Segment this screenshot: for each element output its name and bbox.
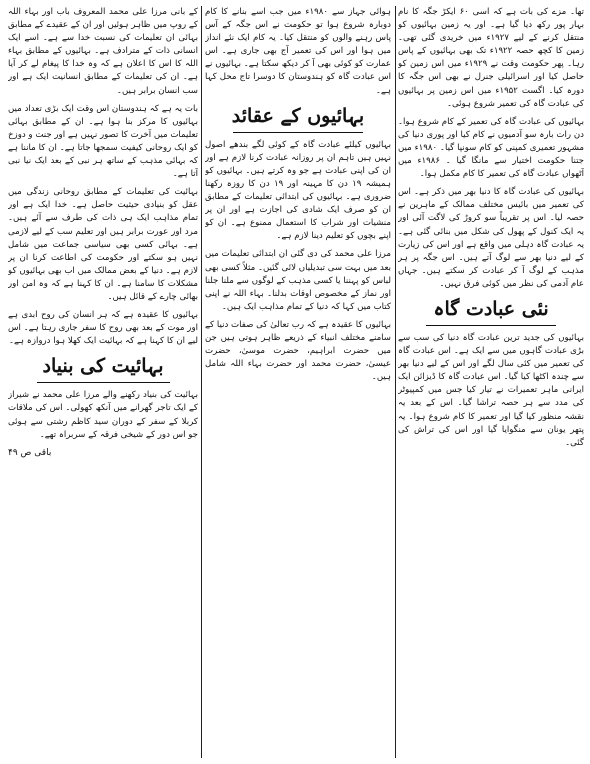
column-divider — [395, 6, 396, 758]
paragraph: بہائیت کی تعلیمات کے مطابق روحانی زندگی میں عقل کو بنیادی حیثیت حاصل ہے۔ خدا ایک ہے اور تمام مذاہب ایک ہی ذات کی طرف سے آئے ہیں۔ مرد اور عورت برابر ہیں اور تعلیم سب کے لیے لازمی ہے۔ بہائی کسی بھی سیاسی جماعت میں شامل نہیں ہو سکتے اور حکومت کی اطاعت کرنا ان پر لازم ہے۔ دنیا کے بعض ممالک میں اب بھی بہائیوں کو مشکلات کا سامنا ہے۔ ان کا کہنا ہے کہ وہ امن اور بھائی چارے کے قائل ہیں۔ — [8, 187, 198, 302]
paragraph: بہائیوں کا عقیدہ ہے کہ ہر انسان کی روح ابدی ہے اور موت کے بعد بھی روح کا سفر جاری رہتا ہے۔ اس لیے ان کا کہنا ہے کہ بہائیت ایک کھلا ہوا دروازہ ہے۔ — [8, 310, 198, 347]
paragraph: بہائیوں کا عقیدہ ہے کہ رب تعالیٰ کی صفات دنیا کے سامنے مختلف انبیاء کے ذریعے ظاہر ہوتی ہیں جن میں حضرت ابراہیم، حضرت موسیٰ، حضرت عیسیٰ، حضرت محمد اور حضرت بہاء اللہ شامل ہیں۔ — [205, 319, 391, 383]
paragraph: مرزا علی محمد کی دی گئی ان ابتدائی تعلیمات میں بعد میں بہت سی تبدیلیاں لائی گئیں۔ مثلاً کسی بھی لباس کو پہننا یا کسی مذہب کے لوگوں سے ملنا جلنا اور نماز کے مخصوص اوقات بدلنا۔ بہاء اللہ نے اپنی کتاب میں کہا کہ دنیا کے تمام مذاہب ایک ہیں۔ — [205, 249, 391, 312]
paragraph: بہائیوں کی عبادت گاہ کی تعمیر کے کام شروع ہوا۔ دن رات بارہ سو آدمیوں نے کام کیا اور پوری دنیا کی مشہور تعمیری کمپنی کو کام سونپا گیا۔ ۱۹۸۰ء میں جتنا حکومت اختیار سے مانگا گیا ۔ ۱۹۸۶ء میں آٹھواں عبادت گاہ کی تعمیر کا کام مکمل ہوا۔ — [398, 116, 584, 180]
column-middle — [205, 6, 391, 758]
paragraph: بہائیوں کی عبادت گاہ کا دنیا بھر میں ذکر ہے۔ اس کی تعمیر میں بائیس مختلف ممالک کے ماہرین نے حصہ لیا۔ اس پر تقریباً سو کروڑ کی لاگت آئی اور یہ ایک کنول کے پھول کی شکل میں بنائی گئی ہے۔ یہ عبادت گاہ دہلی میں واقع ہے اور اس کی زیارت کے لیے دنیا بھر سے لوگ آتے ہیں۔ اس جگہ پر ہر مذہب کے لوگ آ کر عبادت کر سکتے ہیں۔ جہاں عام آدمی کی نظر میں کوئی فرق نہیں۔ — [398, 187, 584, 289]
paragraph: کے بانی مرزا علی محمد المعروف باب اور بہاء اللہ کے روپ میں ظاہر ہوئیں اور ان کے عقیدے کے مطابق بہائی ان تعلیمات کی نسبت خدا سے ہے۔ اسے ایک انسانی ذات کے مترادف ہے۔ بہائیوں کے مطابق بہاء اللہ کا اس کا اعلان ہے کہ وہ خدا کا پیغام لے کر آیا ہے۔ ان کی تعلیمات کے مطابق انسانیت ایک ہے اور سب انسان برابر ہیں۔ — [8, 7, 198, 96]
section-heading-bahai-foundation: بہائیت کی بنیاد — [42, 355, 164, 378]
paragraph: تھا۔ مزے کی بات ہے کہ اسی ۶۰ ایکڑ جگہ کا نام بہار پور رکھ دیا گیا ہے۔ اور یہ زمین بہائیوں کو منتقل کرنے کے لیے ۱۹۲۷ء میں خریدی گئی تھی۔ زمین کا کچھ حصہ ۱۹۲۲ء تک بھی بہائیوں کے پاس رہا۔ پھر حکومت وقت نے ۱۹۲۹ء میں اس زمین کو حاصل کیا اور اسرائیلی جنرل نے بھی اس جگہ کا دورہ کیا۔ اگست ۱۹۵۲ء میں اس زمین پر بہائیوں کی عبادت گاہ کی تعمیر شروع ہوئی۔ — [398, 7, 584, 109]
paragraph: ہوائی جہاز سے ۱۹۸۰ء میں جب اسے بنانے کا کام دوبارہ شروع ہوا تو حکومت نے اس جگہ کے آس پاس رہنے والوں کو منتقل کیا۔ یہ کام ایک نئے انداز میں ہوا اور اس کی تعمیر آج بھی جاری ہے۔ اس عمارت کو کوئی بھی آ کر دیکھ سکتا ہے۔ بہائیوں نے اس عبادت گاہ کو ہندوستان کا دوسرا تاج محل کہا ہے۔ — [205, 7, 391, 96]
heading-underline — [37, 382, 170, 383]
column-right — [398, 6, 584, 758]
section-heading-bahai-beliefs: بہائیوں کے عقائد — [231, 104, 365, 127]
continued-on-page-note: باقی ص ۴۹ — [8, 447, 52, 458]
section-heading-new-worship-place: نئی عبادت گاہ — [433, 297, 549, 320]
paragraph: بہائیت کی بنیاد رکھنے والے مرزا علی محمد نے شیراز کے ایک تاجر گھرانے میں آنکھ کھولی۔ اس کی ملاقات کربلا کے سفر کے دوران سید کاظم رشتی سے ہوئی جو اس دور کے شیخی فرقہ کے سربراہ تھے۔ — [8, 390, 198, 440]
paragraph: بات یہ ہے کہ ہندوستان اس وقت ایک بڑی تعداد میں بہائیوں کا مرکز بنا ہوا ہے۔ ان کے مطابق بہائی تعلیمات میں آخرت کا تصور نہیں ہے اور جنت و دوزخ کو ایک روحانی کیفیت سمجھا جاتا ہے۔ ان کا ماننا ہے کہ بہائی مذہب کے ساتھ ہر نبی کے بعد ایک نیا نبی آتا ہے۔ — [8, 103, 198, 180]
column-left — [8, 6, 198, 758]
paragraph: بہائیوں کیلئے عبادت گاہ کے کوئی لگے بندھے اصول نہیں ہیں تاہم ان پر روزانہ عبادت کرنا لازم ہے اور ان کی اپنی عبادت ہے جو وہ کرتے ہیں۔ بہائیوں کو ہمیشہ ۱۹ دن کا مہینہ اور ۱۹ دن کا روزہ رکھنا ضروری ہے۔ بہائیوں کی ابتدائی تعلیمات کے مطابق ان کو صرف ایک شادی کی اجازت ہے اور ان پر منشیات اور شراب کا استعمال ممنوع ہے۔ ان کو اپنے بچوں کو تعلیم دینا لازم ہے۔ — [205, 139, 391, 242]
paragraph: بہائیوں کی جدید ترین عبادت گاہ دنیا کی سب سے بڑی عبادت گاہوں میں سے ایک ہے۔ اس عبادت گاہ کی تعمیر میں کئی سال لگے اور اس کے لیے دنیا بھر سے چندہ اکٹھا کیا گیا۔ اس عبادت گاہ کا ڈیزائن ایک ایرانی ماہر تعمیرات نے تیار کیا جس میں کمپیوٹر کی مدد سے ہر حصہ تراشا گیا۔ اس کے بعد یہ نقشہ منظور کیا گیا اور تعمیر کا کام شروع ہوا۔ یہ پتھر یونان سے منگوایا گیا اور اس کی تراش کی گئی۔ — [398, 332, 584, 448]
heading-underline — [426, 325, 556, 326]
heading-underline — [233, 132, 363, 133]
column-divider — [201, 6, 202, 758]
